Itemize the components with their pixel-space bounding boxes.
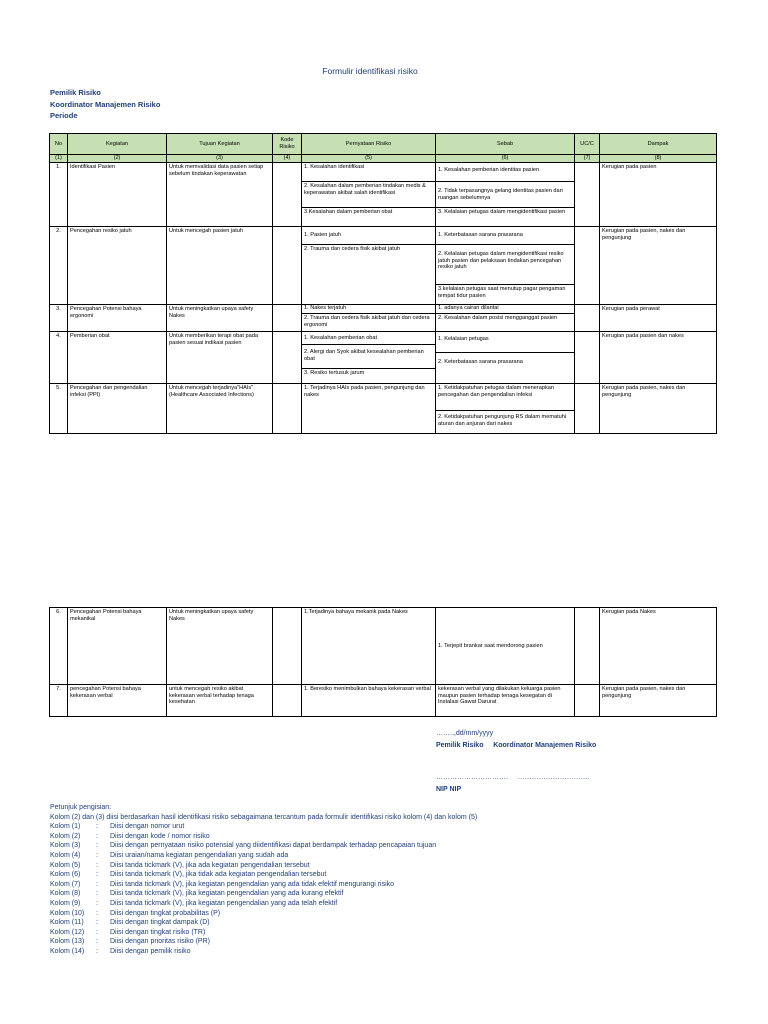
- row-sebab: [436, 163, 575, 227]
- instruction-column: Kolom (4): [50, 851, 81, 859]
- row-tujuan: Untuk mencegah pasien jatuh: [167, 227, 273, 305]
- sebab-item: 2. Kesalahan dalam posisi mengganggat pasien: [436, 313, 574, 323]
- instruction-item: [50, 832, 477, 842]
- instruction-text: Diisi uraian/nama kegiatan pengendalian yang sudah ada: [110, 851, 289, 859]
- col-number: (8): [600, 155, 717, 163]
- meta-owner: Pemilik Risiko: [50, 88, 101, 97]
- table-row: [50, 163, 717, 227]
- instruction-column: Kolom (5): [50, 861, 81, 869]
- row-kegiatan: Identifikasi Pasien: [68, 163, 167, 227]
- table-row: [50, 608, 717, 685]
- table-row: [50, 332, 717, 384]
- instructions-list: [50, 822, 477, 956]
- row-dampak: Kerugian pada pasien, nakes dan pengunjung: [600, 685, 717, 717]
- row-sebab: [436, 332, 575, 384]
- header-kode: Kode Risiko: [273, 134, 302, 155]
- row-no: 2.: [50, 227, 68, 305]
- instruction-item: [50, 909, 477, 919]
- risk-table-continued: [49, 607, 717, 717]
- filling-instructions: [50, 803, 477, 957]
- col-number: (1): [50, 155, 68, 163]
- row-kegiatan: Pencegahan Potensi bahaya ergonomi: [68, 305, 167, 332]
- row-kegiatan: Pencegahan Potensi bahaya mekanikal: [68, 608, 167, 685]
- row-dampak: Kerugian pada pasien: [600, 163, 717, 227]
- instruction-item: [50, 851, 477, 861]
- table-row: [50, 305, 717, 332]
- pernyataan-item: 3.Kesalahan dalam pemberian obat: [302, 207, 435, 217]
- header-pernyataan: Pernyataan Risiko: [302, 134, 436, 155]
- row-no: 5.: [50, 384, 68, 434]
- instruction-column: Kolom (10): [50, 909, 85, 917]
- row-no: 3.: [50, 305, 68, 332]
- row-kode: [273, 305, 302, 332]
- row-kode: [273, 332, 302, 384]
- instruction-colon: :: [96, 938, 98, 946]
- instruction-column: Kolom (8): [50, 890, 81, 898]
- instruction-column: Kolom (3): [50, 842, 81, 850]
- instruction-item: [50, 918, 477, 928]
- instruction-colon: :: [96, 832, 98, 840]
- instruction-text: Diisi dengan pernyataan risiko potensial yang diidentifikasi dapat berdampak terhadap pencapaian tujuan: [110, 842, 437, 850]
- instruction-text: Diisi dengan tingkat probabilitas (P): [110, 909, 221, 917]
- instruction-item: [50, 899, 477, 909]
- row-pernyataan: [302, 163, 436, 227]
- row-ucc: [575, 685, 600, 717]
- instruction-text: Diisi dengan pemilik risiko: [110, 947, 191, 955]
- instruction-colon: :: [96, 823, 98, 831]
- row-pernyataan: [302, 384, 436, 434]
- pernyataan-item: 1. Nakes terjatuh: [304, 305, 347, 311]
- table-row: [50, 685, 717, 717]
- form-meta: [50, 87, 160, 122]
- row-ucc: [575, 384, 600, 434]
- instruction-text: Diisi tanda tickmark (V), jika kegiatan pengendalian yang ada kurang efektif: [110, 890, 344, 898]
- row-kode: [273, 227, 302, 305]
- instruction-column: Kolom (13): [50, 938, 85, 946]
- instruction-text: Diisi tanda tickmark (V), jika kegiatan pengendalian yang ada telah efektif: [110, 899, 338, 907]
- pernyataan-item: 1. Kesalahan pemberian obat: [304, 335, 378, 341]
- header-ucc: UC/C: [575, 134, 600, 155]
- instruction-text: Diisi dengan kode / nomor risiko: [110, 832, 210, 840]
- instruction-colon: :: [96, 899, 98, 907]
- sebab-item: 3. Kelalaian petugas dalam mengidentifikasi pasien: [436, 207, 574, 217]
- row-pernyataan: [302, 305, 436, 332]
- instruction-colon: :: [96, 880, 98, 888]
- instruction-item: [50, 861, 477, 871]
- row-sebab: [436, 227, 575, 305]
- row-tujuan: Untuk meningkatkan upaya safety Nakes: [167, 305, 273, 332]
- header-dampak: Dampak: [600, 134, 717, 155]
- row-tujuan: Untuk memberikan terapi obat pada pasien sesuai indikasi pasien: [167, 332, 273, 384]
- row-ucc: [575, 305, 600, 332]
- instruction-item: [50, 841, 477, 851]
- meta-period: Periode: [50, 111, 78, 120]
- pernyataan-item: 1. Terjadinya HAIs pada pasien, pengunjung dan nakes: [304, 385, 425, 398]
- instruction-colon: :: [96, 919, 98, 927]
- table-row: [50, 384, 717, 434]
- row-sebab: [436, 305, 575, 332]
- row-dampak: Kerugian pada pasien, nakes dan pengunjung: [600, 384, 717, 434]
- col-number: (2): [68, 155, 167, 163]
- meta-coordinator: Koordinator Manajemen Risiko: [50, 99, 161, 109]
- sebab-item: 2. Keterbatasan sarana prasarana: [436, 352, 574, 367]
- row-tujuan: Untuk mencegah terjadinya"HAIs" (Healthcare Associated Infections): [167, 384, 273, 434]
- col-number: (6): [436, 155, 575, 163]
- row-no: 7.: [50, 685, 68, 717]
- row-ucc: [575, 608, 600, 685]
- table-row: [50, 227, 717, 305]
- instruction-colon: :: [96, 909, 98, 917]
- row-ucc: [575, 163, 600, 227]
- instruction-item: [50, 928, 477, 938]
- instruction-item: [50, 880, 477, 890]
- row-pernyataan: [302, 227, 436, 305]
- row-kode: [273, 384, 302, 434]
- header-kegiatan: Kegiatan: [68, 134, 167, 155]
- pernyataan-item: 2. Alergi dan Syok akibat kesealahan pemberian obat: [302, 344, 435, 368]
- pernyataan-item: 2. Trauma dan cedera fisik akibat jatuh: [302, 244, 435, 254]
- sebab-item: 1. Ketidakpatuhan petugas dalam menerapkan pencegahan dan pengendalian infeksi: [438, 385, 554, 398]
- signature-roles: Pemilik Risiko Koordinator Manajemen Risiko: [436, 742, 597, 749]
- row-kode: [273, 685, 302, 717]
- sebab-item: 1. Kesalahan pemberian identitas pasien: [438, 167, 540, 173]
- row-kode: [273, 163, 302, 227]
- instruction-text: Diisi dengan tingkat dampak (D): [110, 919, 210, 927]
- instruction-item: [50, 889, 477, 899]
- row-no: 4.: [50, 332, 68, 384]
- sebab-item: 1. Keterbatasan sarana prasarana: [438, 232, 523, 238]
- instruction-text: Diisi dengan nomor urut: [110, 823, 185, 831]
- header-no: No: [50, 134, 68, 155]
- instruction-column: Kolom (14): [50, 947, 85, 955]
- sebab-item: 2. Kelalaian petugas dalam mengidentifikasi resiko jatuh pasien dan pelaksaan tindakan pencegahan resiko jatuh: [436, 244, 574, 284]
- pernyataan-item: 3. Resiko tertusuk jarum: [302, 368, 435, 378]
- row-dampak: Kerugian pada Nakes: [600, 608, 717, 685]
- sebab-item: 1. Kelalaian petugas: [438, 336, 489, 342]
- instruction-colon: :: [96, 861, 98, 869]
- instruction-column: Kolom (11): [50, 919, 84, 927]
- instruction-colon: :: [96, 842, 98, 850]
- instruction-text: Diisi tanda tickmark (V), jika ada kegiatan pengendalian tersebut: [110, 861, 310, 869]
- row-sebab: 1. Terjepit brankar saat mendorong pasien: [436, 608, 575, 685]
- row-dampak: Kerugian pada perawat: [600, 305, 717, 332]
- instruction-column: Kolom (9): [50, 899, 81, 907]
- risk-table: [49, 133, 717, 434]
- instruction-item: [50, 947, 477, 957]
- row-ucc: [575, 227, 600, 305]
- instruction-colon: :: [96, 947, 98, 955]
- signature-date: ……..,dd/mm/yyyy: [436, 730, 494, 737]
- instruction-column: Kolom (7): [50, 880, 81, 888]
- row-tujuan: Untuk meningkatkan upaya safety Nakes: [167, 608, 273, 685]
- row-dampak: Kerugian pada pasien, nakes dan pengunjung: [600, 227, 717, 305]
- instruction-colon: :: [96, 871, 98, 879]
- row-kegiatan: Pemberian obat: [68, 332, 167, 384]
- col-number: (4): [273, 155, 302, 163]
- instructions-intro: Kolom (2) dan (3) diisi berdasarkan hasil identifikasi risiko sebagaimana tercantum pada formulir identifikasi risiko kolom (4) dan kolom (5): [50, 813, 478, 821]
- row-sebab: kekerasan verbal yang dilakukan keluarga pasien maupun pasien terhadap tenaga kesegatan di Instalasi Gawat Darurat: [436, 685, 575, 717]
- pernyataan-item: 1. Kesalahan identifikasi: [304, 164, 365, 170]
- instructions-heading: Petunjuk pengisian:: [50, 804, 112, 811]
- col-number: (5): [302, 155, 436, 163]
- instruction-column: Kolom (1): [50, 823, 81, 831]
- instruction-item: [50, 870, 477, 880]
- signature-block: [436, 728, 596, 796]
- sebab-item: 2. Tidak terpasangnya gelang identitas pasien dari ruangan sebelumnya: [436, 181, 574, 207]
- col-number: (7): [575, 155, 600, 163]
- pernyataan-item: 2. Kesalahan dalam pemberian tindakan medis & keperawatan akibat salah identifikasi: [302, 181, 435, 207]
- instruction-column: Kolom (6): [50, 871, 81, 879]
- instruction-item: [50, 937, 477, 947]
- signature-nip: NIP NIP: [436, 786, 462, 793]
- instruction-column: Kolom (12): [50, 928, 85, 936]
- instruction-colon: :: [96, 890, 98, 898]
- sebab-item: 3.kelalaian petugas saat menutup pagar pengaman tempat tidur pasien: [436, 284, 574, 300]
- row-dampak: Kerugian pada pasien dan nakes: [600, 332, 717, 384]
- sebab-item: 2. Ketidakpatuhan pengunjung RS dalam mematuhi aturan dan anjuran dari nakes: [436, 410, 574, 428]
- instruction-text: Diisi dengan tingkat risiko (TR): [110, 928, 206, 936]
- instruction-colon: :: [96, 851, 98, 859]
- sebab-item: 1. adanya cairan dilantai: [438, 305, 499, 311]
- signature-lines: …………………………. ………………………….: [436, 774, 590, 781]
- row-kegiatan: Pencegahan resiko jatuh: [68, 227, 167, 305]
- row-no: 6.: [50, 608, 68, 685]
- header-sebab: Sebab: [436, 134, 575, 155]
- row-ucc: [575, 332, 600, 384]
- col-number: (3): [167, 155, 273, 163]
- instruction-text: Diisi tanda tickmark (V), jika kegiatan pengendalian yang ada tidak efektif mengurangi risiko: [110, 880, 395, 888]
- instruction-text: Diisi dengan prioritas risiko (PR): [110, 938, 210, 946]
- header-tujuan: Tujuan Kegiatan: [167, 134, 273, 155]
- instruction-colon: :: [96, 928, 98, 936]
- instruction-item: [50, 822, 477, 832]
- form-title: Formulir identifikasi risiko: [322, 66, 418, 76]
- pernyataan-item: 1. Pasien jatuh: [304, 232, 342, 238]
- row-kode: [273, 608, 302, 685]
- row-tujuan: untuk mencegah resiko akibat kekerasan verbal terhadap tenaga kesehatan: [167, 685, 273, 717]
- row-sebab: [436, 384, 575, 434]
- row-kegiatan: pencegahan Potensi bahaya kekerasan verbal: [68, 685, 167, 717]
- instruction-text: Diisi tanda tickmark (V), jika tidak ada kegiatan pengendalian tersebut: [110, 871, 327, 879]
- row-tujuan: Untuk memvalidasi data pasien setiap sebelum tindakan keperawatan: [167, 163, 273, 227]
- row-pernyataan: [302, 332, 436, 384]
- row-pernyataan: 1.Terjadinya bahaya mekanik pada Nakes: [302, 608, 436, 685]
- instruction-column: Kolom (2): [50, 832, 81, 840]
- pernyataan-item: 2. Trauma dan cedera fisik akibat jatuh dan cedera ergonomi: [302, 313, 435, 329]
- row-kegiatan: Pencegahan dan pengendalian infeksi (PPI): [68, 384, 167, 434]
- row-no: 1.: [50, 163, 68, 227]
- row-pernyataan: 1. Beresiko menimbulkan bahaya kekerasan verbal: [302, 685, 436, 717]
